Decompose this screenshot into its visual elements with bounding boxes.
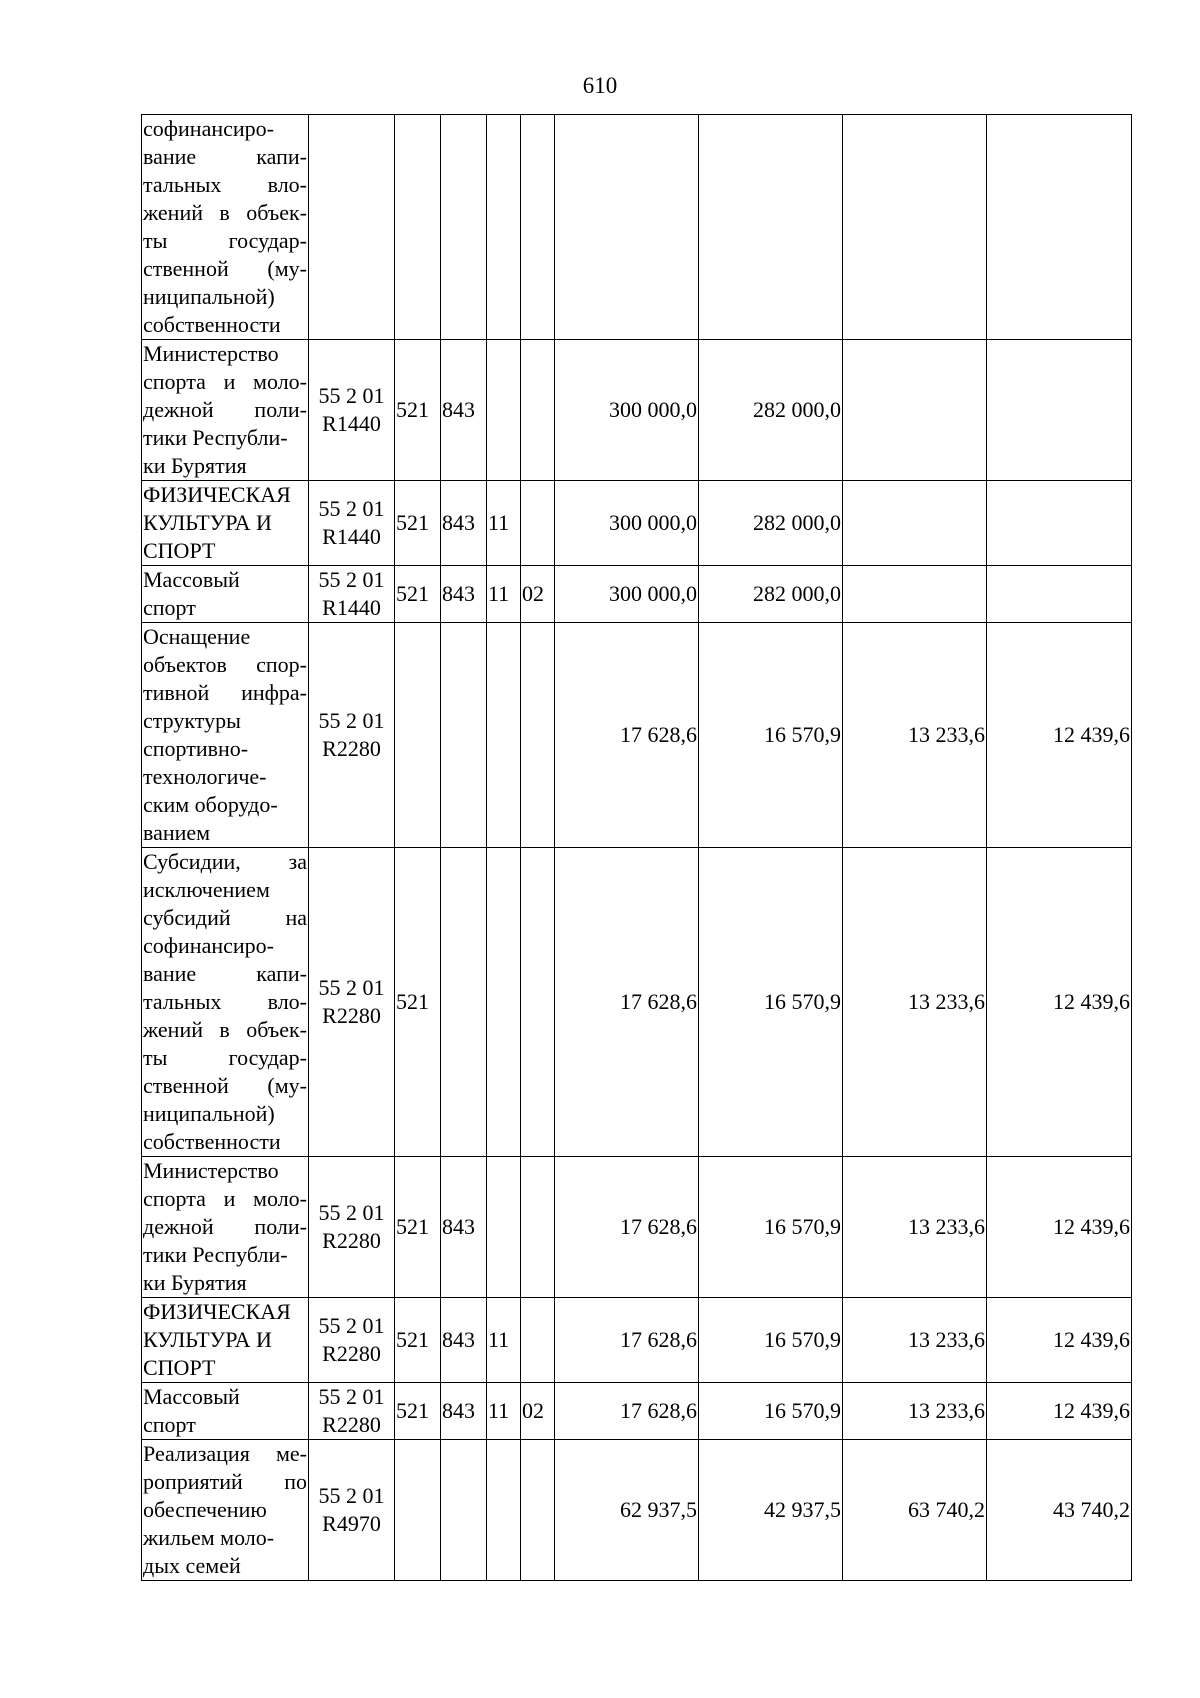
target-code bbox=[309, 566, 395, 623]
row-name-line: Массовый bbox=[143, 1384, 240, 1409]
dept-code bbox=[441, 848, 487, 1157]
row-name-line: жильем моло- bbox=[143, 1525, 275, 1550]
table-body bbox=[142, 115, 1132, 1581]
dept-code: 843 bbox=[441, 1157, 487, 1298]
grbs-code: 521 bbox=[395, 1298, 441, 1383]
row-name-line: обеспечению bbox=[143, 1497, 267, 1522]
amount-4: 12 439,6 bbox=[987, 1298, 1132, 1383]
table-row bbox=[142, 1298, 1132, 1383]
amount-1: 17 628,6 bbox=[555, 848, 699, 1157]
row-name-line: дежной поли- bbox=[143, 1214, 307, 1239]
dept-code bbox=[441, 115, 487, 340]
target-code bbox=[309, 1440, 395, 1581]
amount-3: 13 233,6 bbox=[843, 1298, 987, 1383]
target-code bbox=[309, 115, 395, 340]
row-name-line: тальных вло- bbox=[143, 989, 307, 1014]
row-name-line: ниципальной) bbox=[143, 284, 275, 309]
row-name bbox=[142, 1383, 309, 1440]
row-name-line: Субсидии, за bbox=[143, 849, 307, 874]
amount-4 bbox=[987, 566, 1132, 623]
amount-3 bbox=[843, 566, 987, 623]
row-name-line: ФИЗИЧЕСКАЯ bbox=[143, 1299, 291, 1324]
table-row bbox=[142, 1383, 1132, 1440]
row-name-line: субсидий на bbox=[143, 905, 307, 930]
amount-1: 17 628,6 bbox=[555, 1157, 699, 1298]
row-name-line: роприятий по bbox=[143, 1469, 307, 1494]
target-code bbox=[309, 1298, 395, 1383]
row-name-line: Оснащение bbox=[143, 624, 251, 649]
row-name bbox=[142, 566, 309, 623]
target-code bbox=[309, 340, 395, 481]
target-code-line: 55 2 01 bbox=[318, 383, 385, 408]
amount-4 bbox=[987, 481, 1132, 566]
row-name-line: вание капи- bbox=[143, 961, 307, 986]
row-name-line: жений в объек- bbox=[143, 200, 307, 225]
row-name-line: вание капи- bbox=[143, 144, 307, 169]
subsection-code: 02 bbox=[521, 566, 555, 623]
row-name-line: спорт bbox=[143, 595, 196, 620]
target-code-line: 55 2 01 bbox=[318, 708, 385, 733]
row-name bbox=[142, 848, 309, 1157]
amount-1 bbox=[555, 115, 699, 340]
row-name-line: ственной (му- bbox=[143, 1073, 307, 1098]
dept-code: 843 bbox=[441, 481, 487, 566]
row-name-line: дых семей bbox=[143, 1553, 241, 1578]
row-name-line: тики Республи- bbox=[143, 1242, 288, 1267]
amount-1: 62 937,5 bbox=[555, 1440, 699, 1581]
table-row bbox=[142, 340, 1132, 481]
row-name-line: СПОРТ bbox=[143, 538, 216, 563]
row-name-line: спорта и моло- bbox=[143, 369, 307, 394]
dept-code: 843 bbox=[441, 340, 487, 481]
amount-2: 16 570,9 bbox=[699, 1383, 843, 1440]
subsection-code bbox=[521, 115, 555, 340]
grbs-code bbox=[395, 115, 441, 340]
section-code: 11 bbox=[487, 1298, 521, 1383]
subsection-code bbox=[521, 340, 555, 481]
row-name-line: ки Бурятия bbox=[143, 453, 247, 478]
subsection-code bbox=[521, 848, 555, 1157]
amount-4: 12 439,6 bbox=[987, 848, 1132, 1157]
grbs-code: 521 bbox=[395, 481, 441, 566]
amount-1: 17 628,6 bbox=[555, 1298, 699, 1383]
row-name-line: ванием bbox=[143, 820, 211, 845]
section-code bbox=[487, 340, 521, 481]
subsection-code bbox=[521, 481, 555, 566]
amount-4: 12 439,6 bbox=[987, 623, 1132, 848]
row-name-line: ты государ- bbox=[143, 1045, 307, 1070]
amount-2: 282 000,0 bbox=[699, 481, 843, 566]
table-row bbox=[142, 115, 1132, 340]
target-code-line: 55 2 01 bbox=[318, 1483, 385, 1508]
row-name-line: СПОРТ bbox=[143, 1355, 216, 1380]
grbs-code: 521 bbox=[395, 848, 441, 1157]
amount-2: 282 000,0 bbox=[699, 340, 843, 481]
grbs-code: 521 bbox=[395, 566, 441, 623]
row-name-line: ским оборудо- bbox=[143, 792, 278, 817]
row-name-line: Реализация ме- bbox=[143, 1441, 307, 1466]
row-name-line: софинансиро- bbox=[143, 116, 274, 141]
row-name-line: Министерство bbox=[143, 341, 279, 366]
target-code bbox=[309, 848, 395, 1157]
row-name-line: ФИЗИЧЕСКАЯ bbox=[143, 482, 291, 507]
table-row bbox=[142, 566, 1132, 623]
section-code bbox=[487, 623, 521, 848]
amount-1: 17 628,6 bbox=[555, 623, 699, 848]
target-code bbox=[309, 1157, 395, 1298]
amount-3: 13 233,6 bbox=[843, 848, 987, 1157]
amount-2: 16 570,9 bbox=[699, 1157, 843, 1298]
amount-3: 13 233,6 bbox=[843, 1383, 987, 1440]
row-name bbox=[142, 115, 309, 340]
target-code-line: R1440 bbox=[322, 411, 381, 436]
amount-1: 300 000,0 bbox=[555, 340, 699, 481]
table-row bbox=[142, 1157, 1132, 1298]
row-name-line: структуры bbox=[143, 708, 241, 733]
row-name bbox=[142, 1440, 309, 1581]
target-code bbox=[309, 623, 395, 848]
target-code-line: R4970 bbox=[322, 1511, 381, 1536]
budget-table bbox=[141, 114, 1132, 1581]
row-name-line: исключением bbox=[143, 877, 270, 902]
row-name bbox=[142, 481, 309, 566]
row-name-line: объектов спор- bbox=[143, 652, 307, 677]
subsection-code bbox=[521, 1157, 555, 1298]
table-row bbox=[142, 848, 1132, 1157]
row-name-line: спорта и моло- bbox=[143, 1186, 307, 1211]
section-code: 11 bbox=[487, 481, 521, 566]
row-name-line: спорт bbox=[143, 1412, 196, 1437]
target-code-line: 55 2 01 bbox=[318, 496, 385, 521]
amount-2: 282 000,0 bbox=[699, 566, 843, 623]
page-number: 610 bbox=[582, 73, 618, 98]
target-code-line: R2280 bbox=[322, 1228, 381, 1253]
amount-3 bbox=[843, 115, 987, 340]
row-name-line: ственной (му- bbox=[143, 256, 307, 281]
dept-code bbox=[441, 623, 487, 848]
dept-code: 843 bbox=[441, 566, 487, 623]
target-code-line: R2280 bbox=[322, 1003, 381, 1028]
row-name-line: спортивно- bbox=[143, 736, 249, 761]
grbs-code bbox=[395, 1440, 441, 1581]
amount-1: 17 628,6 bbox=[555, 1383, 699, 1440]
grbs-code: 521 bbox=[395, 1157, 441, 1298]
amount-3 bbox=[843, 481, 987, 566]
row-name-line: дежной поли- bbox=[143, 397, 307, 422]
section-code: 11 bbox=[487, 1383, 521, 1440]
row-name-line: Массовый bbox=[143, 567, 240, 592]
row-name-line: тики Республи- bbox=[143, 425, 288, 450]
row-name-line: жений в объек- bbox=[143, 1017, 307, 1042]
dept-code bbox=[441, 1440, 487, 1581]
row-name-line: ниципальной) bbox=[143, 1101, 275, 1126]
amount-2: 16 570,9 bbox=[699, 848, 843, 1157]
table-row bbox=[142, 1440, 1132, 1581]
grbs-code: 521 bbox=[395, 1383, 441, 1440]
target-code-line: R1440 bbox=[322, 524, 381, 549]
amount-2: 42 937,5 bbox=[699, 1440, 843, 1581]
target-code-line: R2280 bbox=[322, 1341, 381, 1366]
row-name bbox=[142, 1298, 309, 1383]
amount-4: 43 740,2 bbox=[987, 1440, 1132, 1581]
section-code bbox=[487, 1157, 521, 1298]
target-code-line: 55 2 01 bbox=[318, 975, 385, 1000]
section-code: 11 bbox=[487, 566, 521, 623]
section-code bbox=[487, 1440, 521, 1581]
subsection-code bbox=[521, 623, 555, 848]
target-code-line: 55 2 01 bbox=[318, 1200, 385, 1225]
amount-2 bbox=[699, 115, 843, 340]
table-row bbox=[142, 481, 1132, 566]
row-name-line: Министерство bbox=[143, 1158, 279, 1183]
dept-code: 843 bbox=[441, 1298, 487, 1383]
amount-4 bbox=[987, 340, 1132, 481]
grbs-code: 521 bbox=[395, 340, 441, 481]
dept-code: 843 bbox=[441, 1383, 487, 1440]
target-code bbox=[309, 1383, 395, 1440]
amount-4: 12 439,6 bbox=[987, 1383, 1132, 1440]
target-code bbox=[309, 481, 395, 566]
target-code-line: 55 2 01 bbox=[318, 1384, 385, 1409]
amount-4 bbox=[987, 115, 1132, 340]
row-name-line: ты государ- bbox=[143, 228, 307, 253]
target-code-line: 55 2 01 bbox=[318, 567, 385, 592]
row-name-line: собственности bbox=[143, 1129, 281, 1154]
row-name-line: тивной инфра- bbox=[143, 680, 307, 705]
amount-1: 300 000,0 bbox=[555, 566, 699, 623]
amount-1: 300 000,0 bbox=[555, 481, 699, 566]
amount-2: 16 570,9 bbox=[699, 623, 843, 848]
target-code-line: R2280 bbox=[322, 736, 381, 761]
target-code-line: R2280 bbox=[322, 1412, 381, 1437]
grbs-code bbox=[395, 623, 441, 848]
row-name-line: технологиче- bbox=[143, 764, 267, 789]
row-name-line: тальных вло- bbox=[143, 172, 307, 197]
amount-2: 16 570,9 bbox=[699, 1298, 843, 1383]
amount-3: 13 233,6 bbox=[843, 623, 987, 848]
table-row bbox=[142, 623, 1132, 848]
row-name-line: собственности bbox=[143, 312, 281, 337]
target-code-line: R1440 bbox=[322, 595, 381, 620]
row-name bbox=[142, 340, 309, 481]
amount-3: 63 740,2 bbox=[843, 1440, 987, 1581]
row-name-line: КУЛЬТУРА И bbox=[143, 1327, 272, 1352]
target-code-line: 55 2 01 bbox=[318, 1313, 385, 1338]
row-name bbox=[142, 1157, 309, 1298]
row-name-line: софинансиро- bbox=[143, 933, 274, 958]
subsection-code bbox=[521, 1440, 555, 1581]
amount-3 bbox=[843, 340, 987, 481]
row-name bbox=[142, 623, 309, 848]
subsection-code bbox=[521, 1298, 555, 1383]
row-name-line: КУЛЬТУРА И bbox=[143, 510, 272, 535]
section-code bbox=[487, 848, 521, 1157]
row-name-line: ки Бурятия bbox=[143, 1270, 247, 1295]
subsection-code: 02 bbox=[521, 1383, 555, 1440]
section-code bbox=[487, 115, 521, 340]
amount-3: 13 233,6 bbox=[843, 1157, 987, 1298]
amount-4: 12 439,6 bbox=[987, 1157, 1132, 1298]
